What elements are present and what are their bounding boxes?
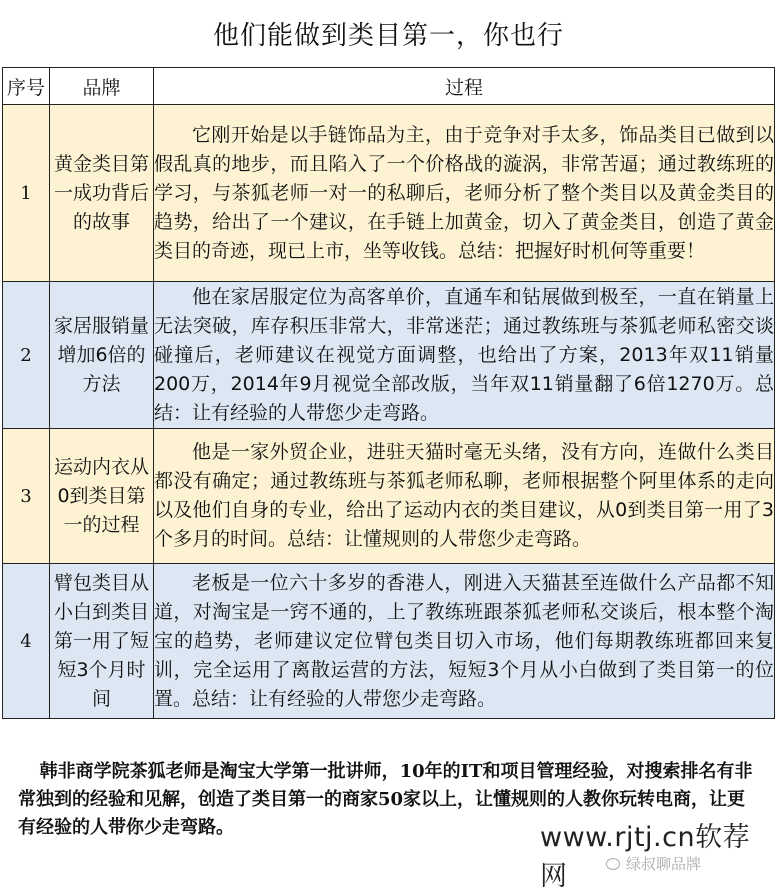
site-watermark: www.rjtj.cn软荐网 — [540, 822, 751, 892]
row-brand: 臂包类目从小白到类目第一用了短短3个月时间 — [50, 564, 154, 719]
wechat-icon — [606, 858, 620, 870]
row-number: 1 — [3, 105, 50, 282]
header-brand: 品牌 — [50, 68, 154, 105]
header-process: 过程 — [154, 68, 775, 105]
header-no: 序号 — [3, 68, 50, 105]
row-brand: 家居服销量增加6倍的方法 — [50, 282, 154, 429]
row-brand: 运动内衣从0到类目第一的过程 — [50, 429, 154, 564]
row-process — [154, 105, 775, 282]
wechat-watermark — [606, 853, 701, 874]
row-process-text: 他在家居服定位为高客单价，直通车和钻展做到极至，一直在销量上无法突破，库存积压非常大，非常迷茫；通过教练班与茶狐老师私密交谈碰撞后，老师建议在视觉方面调整，也给出了方案，2013年双11销量200万，2014年9月视觉全部改版，当年双11销量翻了6倍1270万。总结：让有经验的人带您少走弯路。 — [154, 285, 774, 424]
page-title: 他们能做到类目第一，你也行 — [212, 20, 564, 51]
table-row — [3, 429, 775, 564]
table-row — [3, 564, 775, 719]
table-header-row — [3, 68, 775, 105]
table-row — [3, 282, 775, 429]
row-brand: 黄金类目第一成功背后的故事 — [50, 105, 154, 282]
row-process-text: 他是一家外贸企业，进驻天猫时毫无头绪，没有方向，连做什么类目都没有确定；通过教练班与茶狐老师私聊，老师根据整个阿里体系的走向以及他们自身的专业，给出了运动内衣的类目建议，从0到类目第一用了3个多月的时间。总结：让懂规则的人带您少走弯路。 — [154, 441, 774, 550]
row-process-text: 老板是一位六十多岁的香港人，刚进入天猫甚至连做什么产品都不知道，对淘宝是一窍不通的，上了教练班跟茶狐老师私交谈后，根本整个淘宝的趋势，老师建议定位臂包类目切入市场，他们每期教练班都回来复训，完全运用了离散运营的方法，短短3个月从小白做到了类目第一的位置。总结：让有经验的人带您少走弯路。 — [154, 571, 774, 710]
row-process-text: 它刚开始是以手链饰品为主，由于竞争对手太多，饰品类目已做到以假乱真的地步，而且陷入了一个价格战的漩涡，非常苦逼；通过教练班的学习，与茶狐老师一对一的私聊后，老师分析了整个类目以及黄金类目的趋势，给出了一个建议，在手链上加黄金，切入了黄金类目，创造了黄金类目的奇迹，现已上市，坐等收钱。总结：把握好时机何等重要！ — [154, 123, 774, 262]
row-process — [154, 429, 775, 564]
row-process — [154, 564, 775, 719]
row-number: 4 — [3, 564, 50, 719]
case-table — [2, 67, 775, 719]
wechat-label: 绿叔聊品牌 — [626, 855, 702, 873]
row-process — [154, 282, 775, 429]
row-number: 2 — [3, 282, 50, 429]
footer-paragraph: 韩非商学院茶狐老师是淘宝大学第一批讲师，10年的IT和项目管理经验，对搜索排名有非常独到的经验和见解，创造了类目第一的商家50家以上，让懂规则的人教你玩转电商，让更有经验的人带你少走弯路。 — [18, 761, 753, 838]
table-row — [3, 105, 775, 282]
row-number: 3 — [3, 429, 50, 564]
